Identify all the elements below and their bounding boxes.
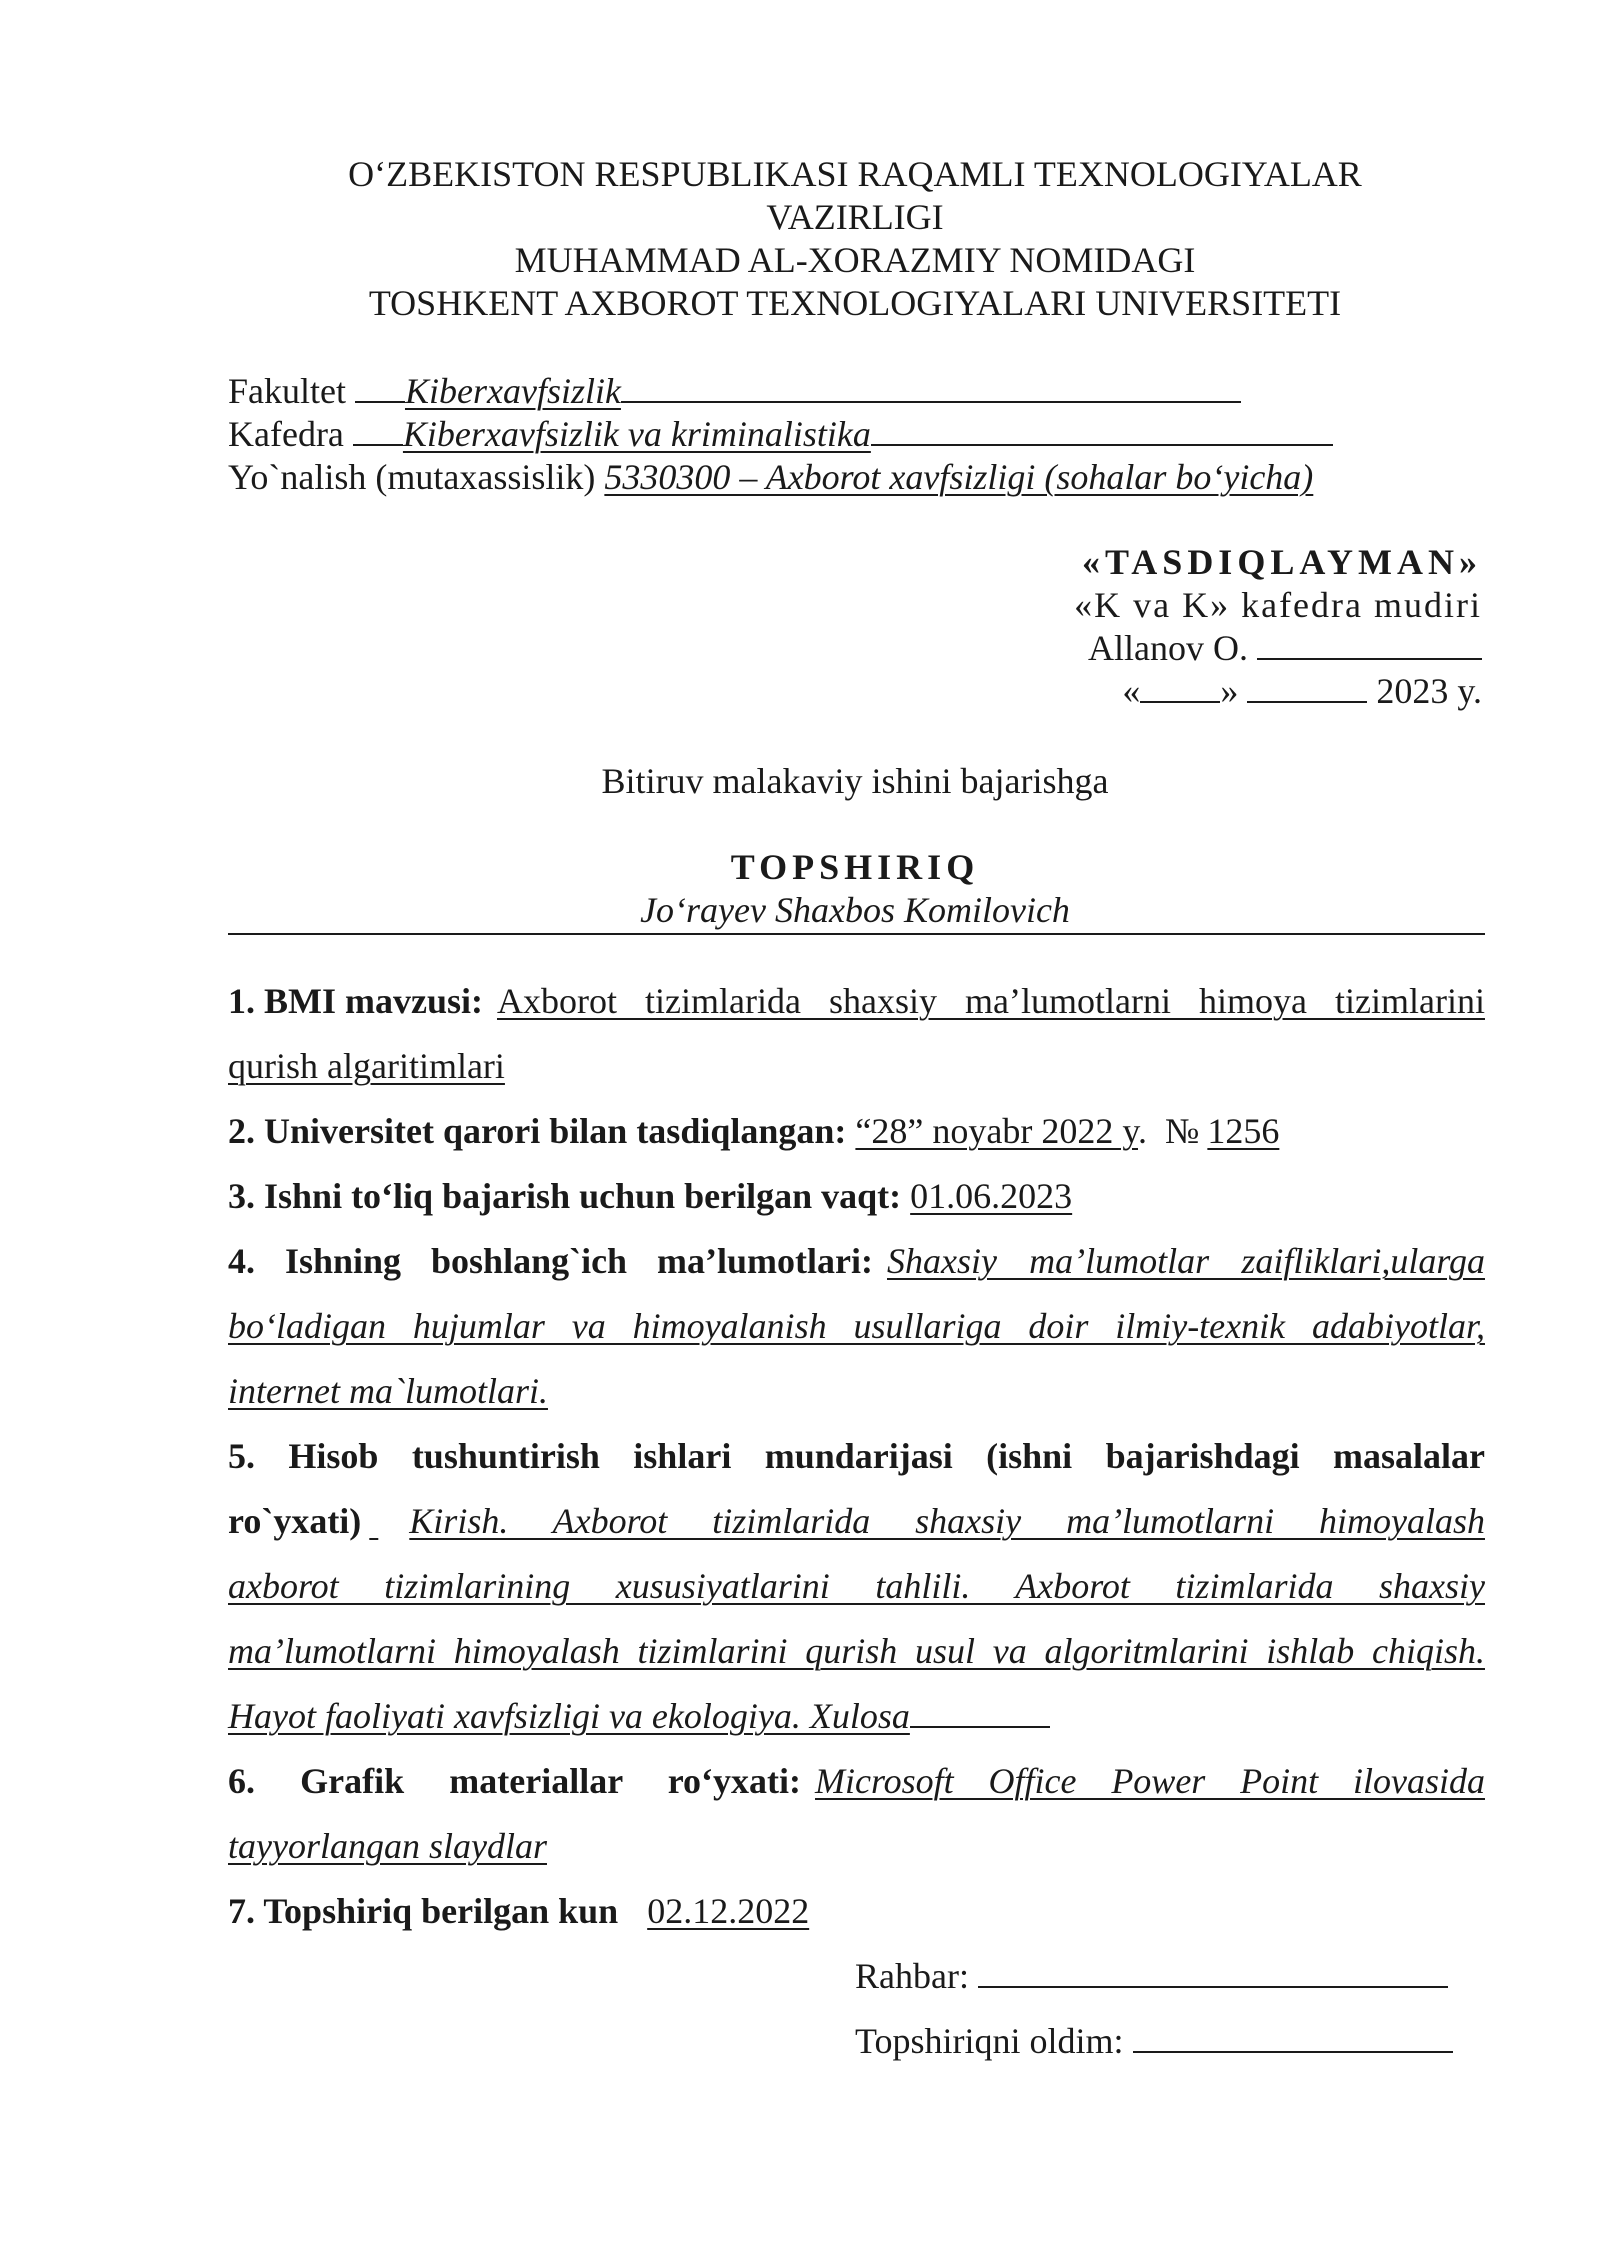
- yonalish-row: [228, 456, 1313, 498]
- item-2-dot: .: [1138, 1111, 1147, 1151]
- oldim-signature-line: [1133, 2021, 1453, 2053]
- fakultet-value: Kiberxavfsizlik: [404, 371, 621, 411]
- fakultet-underline: [355, 371, 405, 403]
- ministry-line-1: O‘ZBEKISTON RESPUBLIKASI RAQAMLI TEXNOLOGIYALAR: [348, 154, 1362, 194]
- item-2-number: 1256: [1207, 1111, 1280, 1151]
- subtitle: Bitiruv malakaviy ishini bajarishga: [601, 761, 1109, 801]
- item-6-line-1: [228, 1760, 1485, 1802]
- rahbar-signature-line: [978, 1956, 1448, 1988]
- item-5-text-line-3: ma’lumotlarni himoyalash tizimlarini qurish usul va algoritmlarini ishlab chiqish.: [228, 1631, 1485, 1671]
- item-5-label-line-1: 5. Hisob tushuntirish ishlari mundarijasi (ishni bajarishdagi masalalar: [228, 1436, 1485, 1476]
- item-5-line-2: [228, 1500, 1485, 1542]
- yonalish-label: Yo`nalish (mutaxassislik): [228, 457, 596, 497]
- kafedra-underline: [353, 414, 403, 446]
- item-5-text-line-2: axborot tizimlarining xususiyatlarini tahlili. Axborot tizimlarida shaxsiy: [228, 1566, 1485, 1606]
- item-5-label-line-2: ro`yxati): [228, 1501, 362, 1541]
- date-open-quote: «: [1122, 671, 1141, 711]
- item-7-label: 7. Topshiriq berilgan kun: [228, 1891, 619, 1931]
- item-7-value: 02.12.2022: [647, 1891, 810, 1931]
- rahbar-label: Rahbar:: [855, 1956, 969, 1996]
- approval-title: «TASDIQLAYMAN»: [1081, 542, 1482, 582]
- oldim-row: [855, 2020, 1453, 2062]
- day-blank: [1140, 671, 1220, 703]
- item-3-value: 01.06.2023: [910, 1176, 1073, 1216]
- item-1-label: 1. BMI mavzusi:: [228, 981, 483, 1021]
- doc-title: TOPSHIRIQ: [730, 847, 980, 887]
- item-6-text-line-2: tayyorlangan slaydlar: [228, 1826, 547, 1866]
- item-6-text-line-1: Microsoft Office Power Point ilovasida: [815, 1761, 1485, 1801]
- item-3-label: 3. Ishni to‘liq bajarish uchun berilgan vaqt:: [228, 1176, 902, 1216]
- item-5-text-line-4: Hayot faoliyati xavfsizligi va ekologiya. Xulosa: [228, 1696, 910, 1736]
- item-4-text-line-3: internet ma`lumotlari.: [228, 1371, 548, 1411]
- yonalish-value: 5330300 – Axborot xavfsizligi (sohalar bo‘yicha): [604, 457, 1314, 497]
- kafedra-label: Kafedra: [228, 414, 344, 454]
- university-line-2: TOSHKENT AXBOROT TEXNOLOGIYALARI UNIVERSITETI: [368, 283, 1342, 323]
- item-1-topic-line-2: qurish algaritimlari: [228, 1046, 505, 1086]
- kafedra-row: [228, 413, 1333, 455]
- item-3: [228, 1175, 1072, 1217]
- item-4-text-line-1: Shaxsiy ma’lumotlar zaifliklari,ularga: [887, 1241, 1485, 1281]
- item-4-label: 4. Ishning boshlang`ich ma’lumotlari:: [228, 1241, 873, 1281]
- date-close-quote: »: [1220, 671, 1239, 711]
- item-4-text-line-2: bo‘ladigan hujumlar va himoyalanish usullariga doir ilmiy-texnik adabiyotlar,: [228, 1306, 1485, 1346]
- student-divider: [228, 933, 1485, 935]
- item-5-lead-underline: [369, 1500, 409, 1542]
- fakultet-label: Fakultet: [228, 371, 346, 411]
- student-name: Jo‘rayev Shaxbos Komilovich: [640, 890, 1070, 930]
- item-2-number-sign: №: [1165, 1111, 1200, 1151]
- approval-year: 2023 y.: [1376, 671, 1482, 711]
- approval-name-row: [1088, 627, 1482, 669]
- item-6-label: 6. Grafik materiallar ro‘yxati:: [228, 1761, 801, 1801]
- item-4-line-1: [228, 1240, 1485, 1282]
- item-2-label: 2. Universitet qarori bilan tasdiqlangan:: [228, 1111, 847, 1151]
- item-5-fill-line: [910, 1696, 1050, 1728]
- item-1-topic-text: Axborot tizimlarida shaxsiy ma’lumotlarni himoya tizimlarini: [497, 981, 1485, 1021]
- oldim-label: Topshiriqni oldim:: [855, 2021, 1124, 2061]
- kafedra-value: Kiberxavfsizlik va kriminalistika: [402, 414, 871, 454]
- month-blank: [1247, 671, 1367, 703]
- item-1-line-1: [228, 980, 1485, 1022]
- approval-signature-line: [1257, 628, 1482, 660]
- item-2: [228, 1110, 1279, 1152]
- approval-name: Allanov O.: [1088, 628, 1248, 668]
- fakultet-fill-line: [621, 371, 1241, 403]
- item-2-date: “28” noyabr 2022 y: [855, 1111, 1138, 1151]
- item-1-topic-line-1: [483, 980, 1485, 1022]
- item-5-text-line-1: Kirish. Axborot tizimlarida shaxsiy ma’lumotlarni himoyalash: [409, 1501, 1485, 1541]
- rahbar-row: [855, 1955, 1448, 1997]
- approval-date-row: [1122, 670, 1482, 712]
- university-line-1: MUHAMMAD AL-XORAZMIY NOMIDAGI: [514, 240, 1196, 280]
- item-5-text-line-4-row: [228, 1695, 1050, 1737]
- fakultet-row: [228, 370, 1241, 412]
- approval-role: «K va K» kafedra mudiri: [1074, 585, 1482, 625]
- kafedra-fill-line: [871, 414, 1333, 446]
- item-7: [228, 1890, 809, 1932]
- ministry-line-2: VAZIRLIGI: [766, 197, 944, 237]
